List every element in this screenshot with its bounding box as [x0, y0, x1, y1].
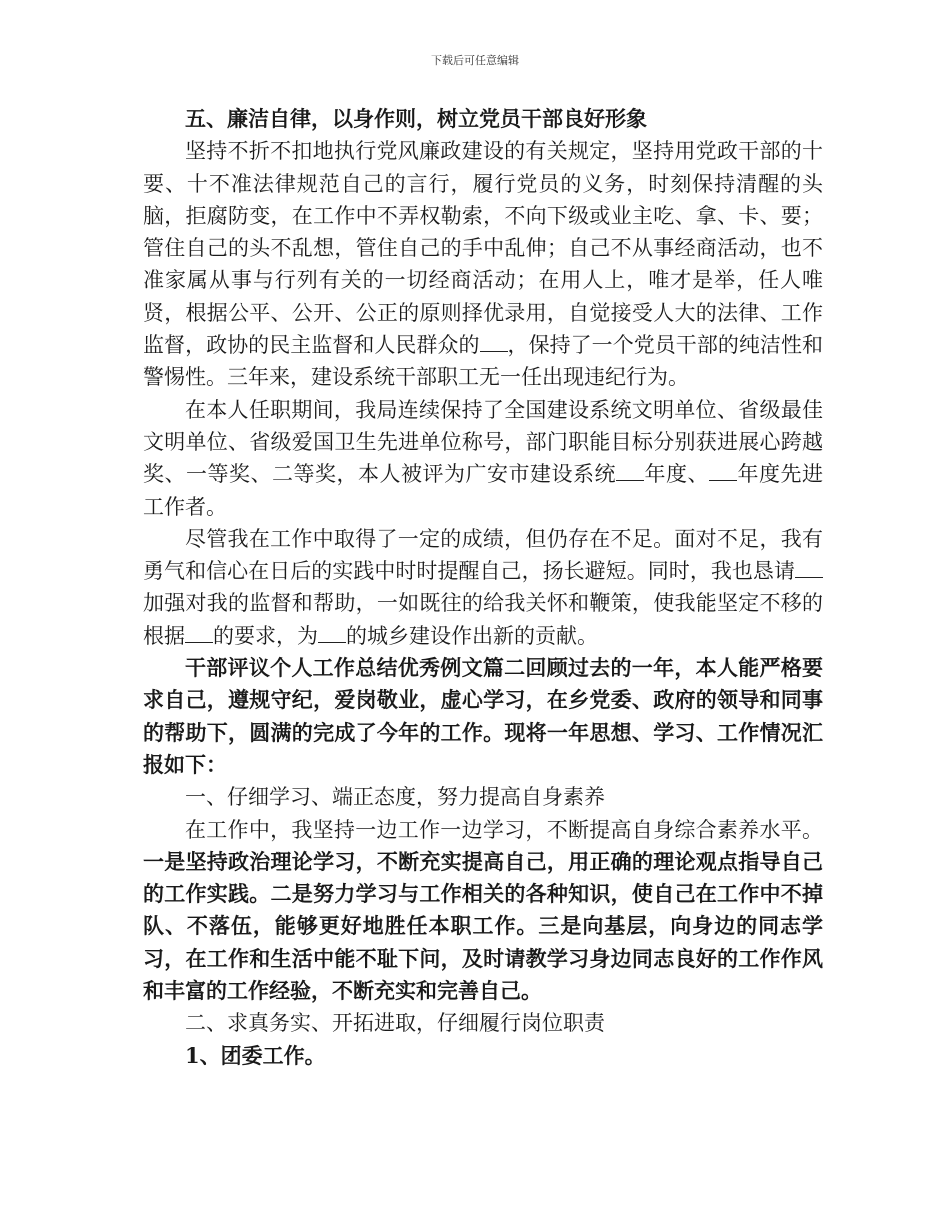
paragraph [143, 814, 823, 1008]
blank-line [616, 462, 644, 481]
paragraph [143, 135, 823, 393]
section-heading-5: 五、廉洁自律，以身作则，树立党员干部良好形象 [185, 106, 647, 131]
section-heading-1: 一、仔细学习、端正态度，努力提高自身素养 [185, 785, 605, 810]
text-run: 年度、 [644, 462, 709, 487]
paragraph-intro: 干部评议个人工作总结优秀例文篇二回顾过去的一年，本人能严格要求自己，遵规守纪，爱岗敬业，虚心学习，在乡党委、政府的领导和同事的帮助下，圆满的完成了今年的工作。现将一年思想、学习、工作情况汇报如下： [143, 655, 823, 777]
text-run: 坚持不折不扣地执行党风廉政建设的有关规定，坚持用党政干部的十要、十不准法律规范自己的言行，履行党员的义务，时刻保持清醒的头脑，拒腐防变，在工作中不弄权勒索，不向下级或业主吃、拿、卡、要；管住自己的头不乱想，管住自己的手中乱伸；自己不从事经商活动，也不准家属从事与行列有关的一切经商活动；在用人上，唯才是举，任人唯贤，根据公平、公开、公正的原则择优录用，自觉接受人大的法律、工作监督，政协的民主监督和人民群众的 [143, 139, 823, 358]
section-heading-2: 二、求真务实、开拓进取，仔细履行岗位职责 [185, 1011, 605, 1036]
text-run: 在工作中，我坚持一边工作一边学习，不断提高自身综合素养水平。 [185, 817, 823, 842]
text-run: 在本人任职期间，我局连续保持了全国建设系统文明单位、省级最佳文明单位、省级爱国卫生先进单位称号，部门职能目标分别获进展心跨越奖、一等奖、二等奖，本人被评为广安市建设系统 [143, 397, 823, 487]
document-body [143, 103, 823, 1072]
blank-line [795, 559, 823, 578]
blank-line [480, 333, 508, 352]
text-run: 的要求，为 [213, 623, 318, 648]
text-run: 年度先进工作者。 [143, 462, 823, 519]
paragraph [143, 523, 823, 652]
blank-line [709, 462, 737, 481]
paragraph [143, 394, 823, 523]
text-run: 尽管我在工作中取得了一定的成绩，但仍存在不足。面对不足，我有勇气和信心在日后的实践中时时提醒自己，扬长避短。同时，我也恳请 [143, 526, 823, 584]
blank-line [318, 624, 346, 643]
text-run-bold: 一是坚持政治理论学习，不断充实提高自己，用正确的理论观点指导自己的工作实践。二是努力学习与工作相关的各种知识，使自己在工作中不掉队、不落伍，能够更好地胜任本职工作。三是向基层，向身边的同志学习，在工作和生活中能不耻下问，及时请教学习身边同志良好的工作作风和丰富的工作经验，不断充实和完善自己。 [143, 848, 823, 1004]
text-run: 的城乡建设作出新的贡献。 [346, 623, 598, 648]
header-note: 下载后可任意编辑 [431, 54, 519, 67]
text-run: 加强对我的监督和帮助，一如既往的给我关怀和鞭策，使我能坚定不移的根据 [143, 591, 823, 648]
text-run: ，保持了一个党员干部的纯洁性和警惕性。三年来，建设系统干部职工无一任出现违纪行为。 [143, 333, 823, 390]
subheading-1: 1、团委工作。 [185, 1042, 326, 1068]
blank-line [185, 624, 213, 643]
